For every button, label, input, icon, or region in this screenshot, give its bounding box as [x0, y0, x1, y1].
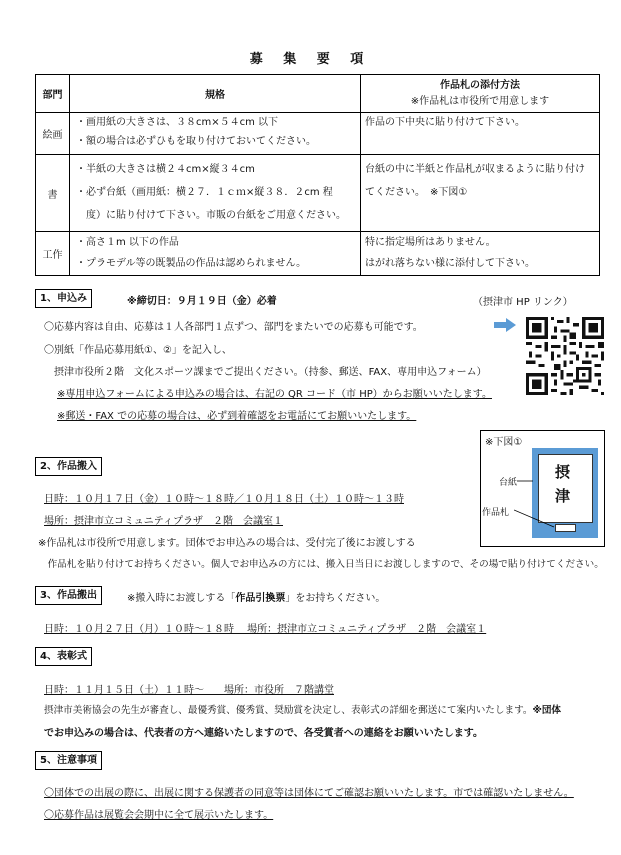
s2-date: 日時：１０月１７日（金）１０時～１８時／１０月１８日（土）１０時～１３時 [44, 494, 404, 505]
s1-note: ※郵送・FAX での応募の場合は、必ず到着確認をお電話にてお願いいたします。 [57, 411, 417, 422]
hp-link-label: （摂津市 HP リンク） [473, 297, 573, 308]
s1-line: 〇応募内容は自由、応募は１人各部門１点ずつ、部門をまたいでの応募も可能です。 [44, 322, 423, 333]
spec-line: ・画用紙の大きさは、３８cm×５４cm 以下 [76, 117, 279, 128]
s5-line: 〇応募作品は展覧会会期中に全て展示いたします。 [44, 810, 274, 821]
table-row [36, 232, 600, 276]
board-label: 台紙 [499, 478, 518, 488]
spec-line: ・プラモデル等の既製品の作品は認められません。 [76, 258, 307, 269]
s2-place: 場所：摂津市立コミュニティプラザ ２階 会議室１ [44, 516, 283, 527]
s3-note: ※搬入時にお渡しする「作品引換票」をお持ちください。 [127, 593, 386, 604]
s1-line: 摂津市役所２階 文化スポーツ課までご提出ください。（持参、郵送、FAX、専用申込フォーム） [44, 367, 487, 378]
section-2-heading: 2、作品搬入 [35, 457, 102, 476]
deadline-text: ※締切日：９月１９日（金）必着 [127, 296, 277, 307]
section-3-heading: 3、作品搬出 [35, 586, 102, 605]
s1-line: 〇別紙「作品応募用紙①、②」を記入し、 [44, 345, 232, 356]
row-category: 工作 [36, 232, 70, 276]
spec-line: 度）に貼り付けて下さい。市販の台紙をご用意ください。 [76, 210, 346, 221]
s1-note: ※専用申込フォームによる申込みの場合は、右記の QR コード（市 HP）からお願いいたします。 [57, 389, 492, 400]
method-line: てください。 ※下図① [365, 187, 468, 198]
header-method-title: 作品札の添付方法 [440, 79, 520, 91]
method-line: 特に指定場所はありません。 [365, 237, 496, 248]
s4-date: 日時：１１月１５日（土）１１時～ 場所：市役所 ７階講堂 [44, 685, 334, 696]
spec-line: ・額の場合は必ずひもを取り付けておいてください。 [76, 136, 316, 147]
s2-note: ※作品札は市役所で用意します。団体でお申込みの場合は、受付完了後にお渡しする [38, 538, 416, 549]
arrow-right-icon [494, 318, 516, 332]
section-1-heading: 1、申込み [35, 289, 92, 308]
paper-char-2: 津 [555, 487, 571, 505]
tag-shape [555, 524, 576, 532]
table-row [36, 155, 600, 232]
section-4-heading: 4、表彰式 [35, 647, 92, 666]
s4-text-bold: でお申込みの場合は、代表者の方へ連絡いたしますので、各受賞者への連絡をお願いいたします。 [44, 728, 483, 739]
tag-label: 作品札 [482, 508, 510, 518]
figure-diagram [480, 430, 605, 547]
table-row [36, 113, 600, 155]
row-category: 書 [36, 155, 70, 232]
spec-line: ・半紙の大きさは横２４cm×縦３４cm [76, 164, 255, 175]
s5-line: 〇団体での出展の際に、出展に関する保護者の同意等は団体にてご確認お願いいたします。市では確認いたしません。 [44, 788, 574, 799]
header-method [361, 75, 600, 113]
page-title: 募 集 要 項 [249, 52, 372, 67]
s3-date: 日時：１０月２７日（月）１０時～１８時 場所：摂津市立コミュニティプラザ ２階 会議室１ [44, 624, 487, 635]
method-line: はがれ落ちない様に添付して下さい。 [365, 258, 535, 269]
tag-leader-line [514, 509, 556, 529]
header-category: 部門 [36, 75, 70, 113]
row-category: 絵画 [36, 113, 70, 155]
method-line: 台紙の中に半紙と作品札が収まるように貼り付け [365, 164, 585, 175]
header-spec: 規格 [70, 75, 361, 113]
requirements-table [35, 74, 600, 276]
spec-line: ・高さ１m 以下の作品 [76, 237, 179, 248]
section-5-heading: 5、注意事項 [35, 751, 102, 770]
s4-text: 摂津市美術協会の先生が審査し、最優秀賞、優秀賞、奨励賞を決定し、表彰式の詳細を郵送にて案内いたします。※団体 [44, 705, 562, 716]
header-method-note: ※作品札は市役所で用意します [410, 95, 550, 107]
s2-note: 作品札を貼り付けてお持ちください。個人でお申込みの方には、搬入日当日にお渡ししますので、その場で貼り付けてください。 [38, 559, 604, 570]
qr-code[interactable] [526, 317, 604, 395]
spec-line: ・必ず台紙（画用紙：横２７．１ｃｍ×縦３８．２cm 程 [76, 187, 333, 198]
method-line: 作品の下中央に貼り付けて下さい。 [365, 117, 525, 128]
paper-char-1: 摂 [555, 463, 571, 481]
board-leader-line [517, 479, 533, 483]
figure-caption: ※下図① [485, 437, 523, 448]
